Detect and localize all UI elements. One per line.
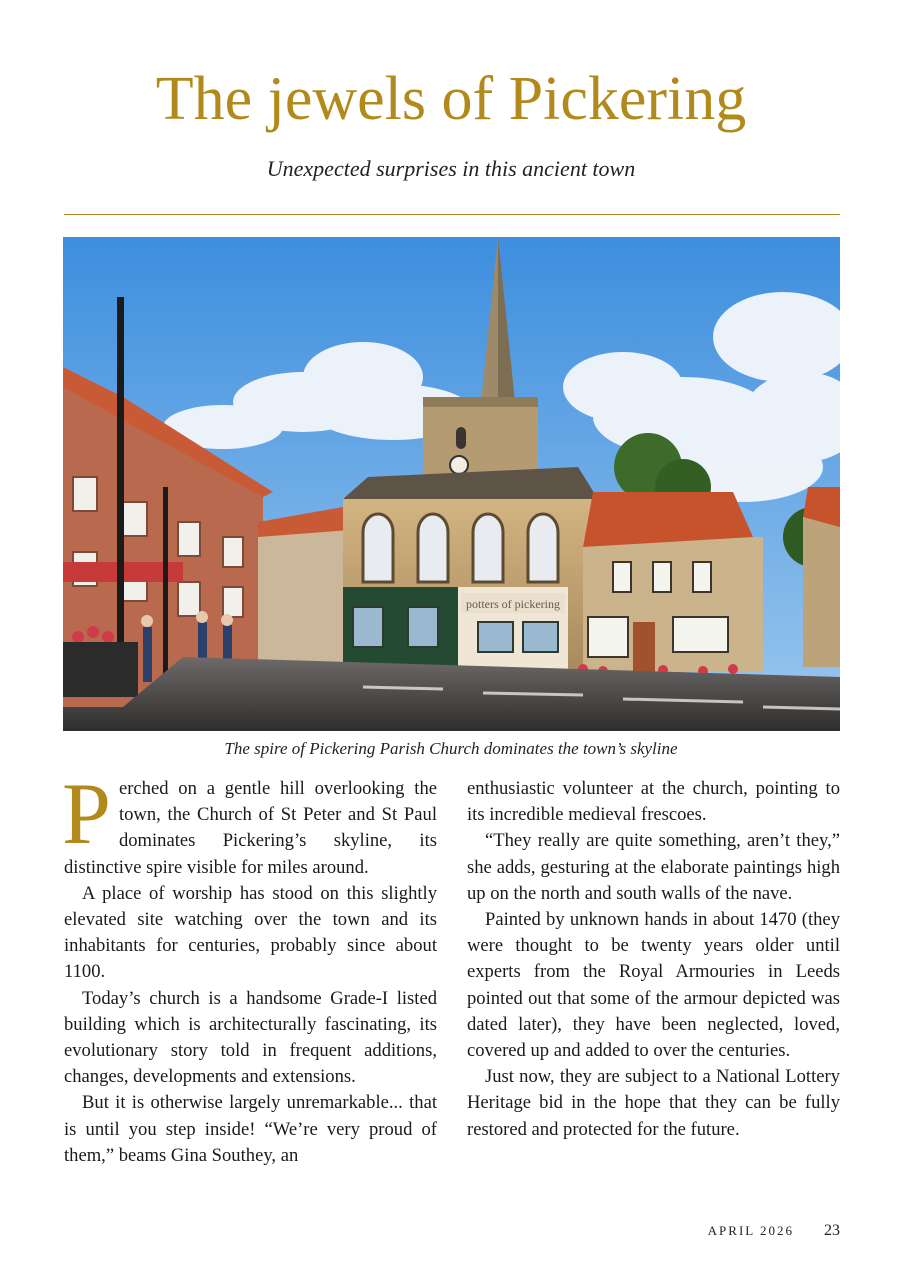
paragraph xyxy=(62,766,437,881)
article-column-right xyxy=(467,776,840,1143)
paragraph: enthusiastic volunteer at the church, pointing to its incredible medieval frescoes. xyxy=(467,778,840,826)
paragraph-text: erched on a gentle hill overlooking the town, the Church of St Peter and St Paul dominates Pickering’s skyline, its distinctive spire visible for miles around. xyxy=(64,778,437,878)
photo-caption: The spire of Pickering Parish Church dominates the town’s skyline xyxy=(224,739,678,758)
page-footer xyxy=(708,1222,840,1240)
title-divider xyxy=(64,214,840,215)
article-subtitle: Unexpected surprises in this ancient town xyxy=(266,156,636,181)
page-number: 23 xyxy=(824,1222,840,1239)
paragraph: “They really are quite something, aren’t they,” she adds, gesturing at the elaborate paintings high up on the north and south walls of the nave. xyxy=(467,830,840,904)
town-photo xyxy=(63,237,840,731)
issue-date: APRIL 2026 xyxy=(707,1223,794,1238)
article-title: The jewels of Pickering xyxy=(155,65,747,133)
paragraph: A place of worship has stood on this slightly elevated site watching over the town and its inhabitants for centuries, probably since about 1100. xyxy=(64,882,437,983)
paragraph: Today’s church is a handsome Grade-I listed building which is architecturally fascinating, its evolutionary story told in frequent additions, changes, developments and extensions. xyxy=(64,987,437,1088)
shop-sign-text: potters of pickering xyxy=(466,597,560,611)
town-photo-illustration xyxy=(63,237,840,731)
paragraph: Painted by unknown hands in about 1470 (they were thought to be twenty years older until experts from the Royal Armouries in Leeds pointed out that some of the armour depicted was dated later), they have been neglected, loved, covered up and added to over the centuries. xyxy=(467,909,840,1062)
paragraph: Just now, they are subject to a National Lottery Heritage bid in the hope that they can be fully restored and protected for the future. xyxy=(467,1066,840,1140)
paragraph: But it is otherwise largely unremarkable... that is until you step inside! “We’re very proud of them,” beams Gina Southey, an xyxy=(64,1092,437,1166)
article-column-left xyxy=(62,766,437,1169)
drop-cap: P xyxy=(62,766,111,863)
